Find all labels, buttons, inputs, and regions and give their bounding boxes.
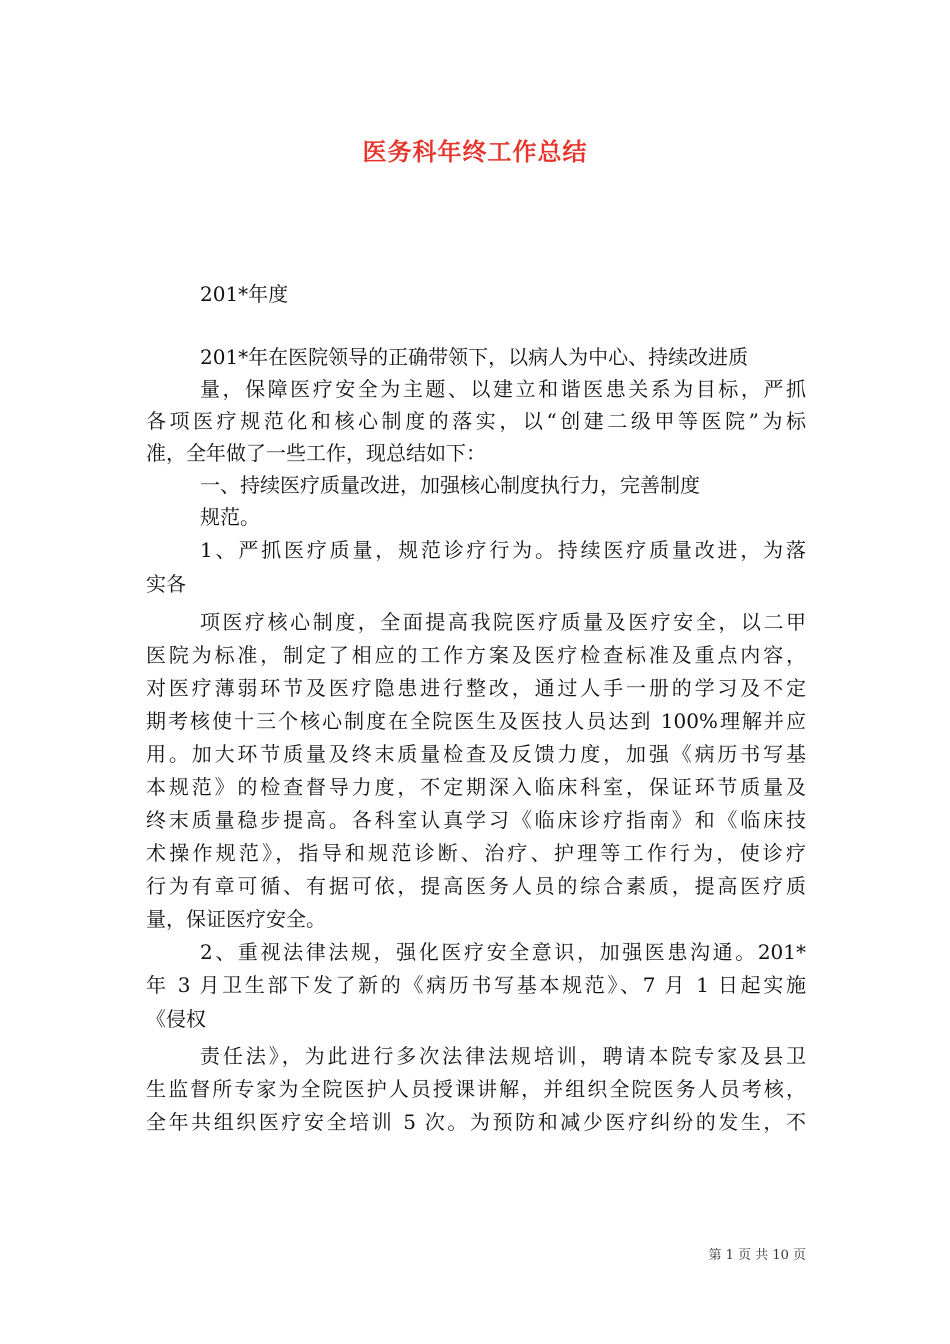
paragraph-line: 终末质量稳步提高。各科室认真学习《临床诊疗指南》和《临床技: [146, 808, 806, 832]
paragraph-line: 全年共组织医疗安全培训 5 次。为预防和减少医疗纠纷的发生，不: [146, 1110, 806, 1134]
paragraph-line: 201*年度: [200, 282, 289, 306]
paragraph-line: 术操作规范》，指导和规范诊断、治疗、护理等工作行为，使诊疗: [146, 841, 806, 865]
paragraph-line: 行为有章可循、有据可依，提高医务人员的综合素质，提高医疗质: [146, 874, 806, 898]
paragraph-line: 1、严抓医疗质量，规范诊疗行为。持续医疗质量改进，为落: [200, 538, 806, 562]
paragraph-line: 准，全年做了一些工作，现总结如下：: [146, 441, 486, 465]
paragraph-line: 对医疗薄弱环节及医疗隐患进行整改，通过人手一册的学习及不定: [146, 676, 806, 700]
paragraph-line: 2、重视法律法规，强化医疗安全意识，加强医患沟通。201*: [200, 940, 806, 964]
page-title: 医务科年终工作总结: [362, 137, 588, 166]
section-heading: 一、持续医疗质量改进，加强核心制度执行力，完善制度: [200, 473, 700, 497]
page-footer: 第 1 页 共 10 页: [708, 1248, 806, 1263]
paragraph-line: 各项医疗规范化和核心制度的落实，以“创建二级甲等医院”为标: [146, 409, 806, 433]
paragraph-line: 期考核使十三个核心制度在全院医生及医技人员达到 100%理解并应: [146, 709, 806, 733]
paragraph-line: 量，保证医疗安全。: [146, 907, 326, 931]
paragraph-line: 年 3 月卫生部下发了新的《病历书写基本规范》、7 月 1 日起实施: [146, 973, 806, 997]
paragraph-line: 生监督所专家为全院医护人员授课讲解，并组织全院医务人员考核，: [146, 1077, 806, 1101]
paragraph-line: 实各: [146, 572, 186, 596]
section-heading: 规范。: [200, 505, 260, 529]
paragraph-line: 责任法》，为此进行多次法律法规培训，聘请本院专家及县卫: [200, 1044, 806, 1068]
paragraph-line: 项医疗核心制度，全面提高我院医疗质量及医疗安全，以二甲: [200, 610, 806, 634]
paragraph-line: 量，保障医疗安全为主题、以建立和谐医患关系为目标，严抓: [200, 377, 806, 401]
paragraph-line: 本规范》的检查督导力度，不定期深入临床科室，保证环节质量及: [146, 775, 806, 799]
paragraph-line: 用。加大环节质量及终末质量检查及反馈力度，加强《病历书写基: [146, 742, 806, 766]
paragraph-line: 医院为标准，制定了相应的工作方案及医疗检查标准及重点内容，: [146, 643, 806, 667]
paragraph-line: 《侵权: [146, 1007, 206, 1031]
paragraph-line: 201*年在医院领导的正确带领下，以病人为中心、持续改进质: [200, 345, 749, 369]
